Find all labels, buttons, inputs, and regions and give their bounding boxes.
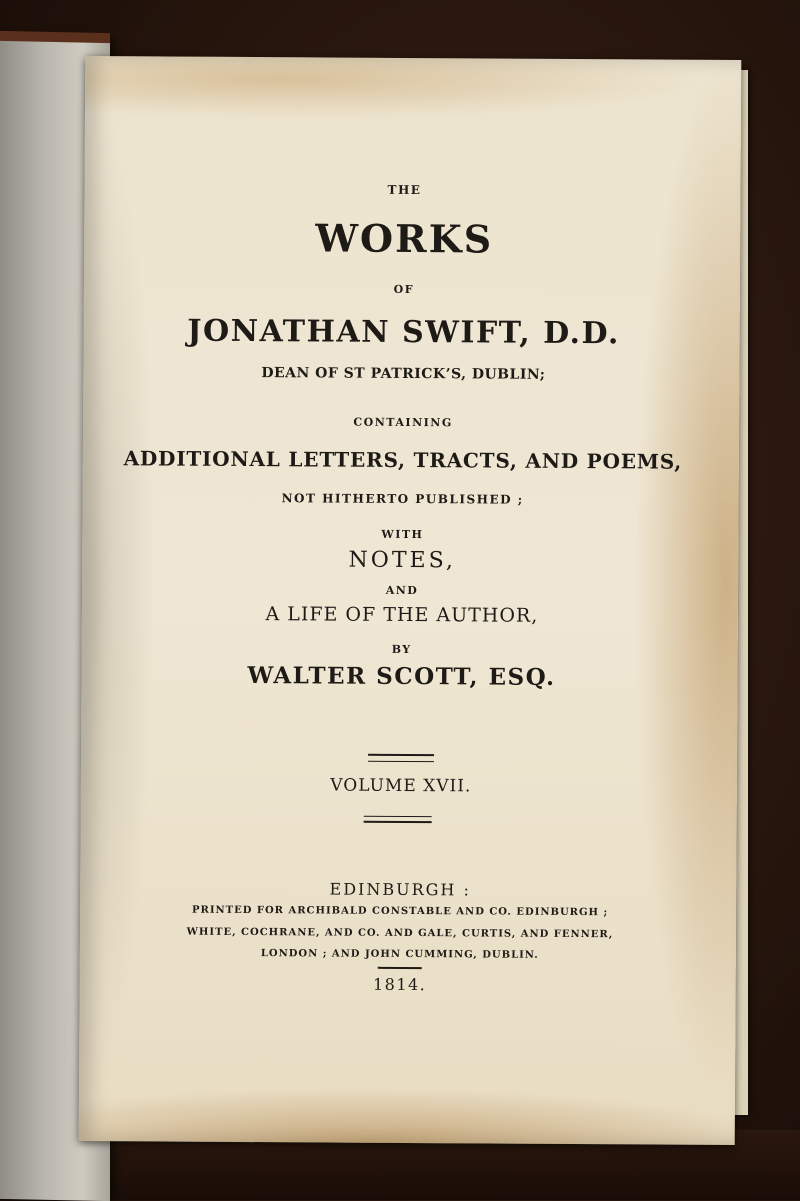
imprint-city: EDINBURGH : <box>329 879 471 900</box>
title-page <box>79 56 742 1145</box>
volume-number: VOLUME XVII. <box>330 775 472 797</box>
by-label: BY <box>391 642 412 657</box>
editor-name: WALTER SCOTT, ESQ. <box>247 662 556 691</box>
heading-the: THE <box>387 182 422 198</box>
double-rule-bottom <box>364 816 432 823</box>
containing-label: CONTAINING <box>353 415 453 430</box>
imprint-line-3: LONDON ; AND JOHN CUMMING, DUBLIN. <box>260 948 539 961</box>
double-rule-top <box>368 754 434 762</box>
imprint-line-2: WHITE, COCHRANE, AND CO. AND GALE, CURTIS, AND FENNER, <box>186 926 614 941</box>
heading-works: WORKS <box>315 215 494 262</box>
author-name: JONATHAN SWIFT, D.D. <box>187 313 621 352</box>
imprint-line-1: PRINTED FOR ARCHIBALD CONSTABLE AND CO. EDINBURGH ; <box>191 904 609 919</box>
short-rule <box>378 967 422 969</box>
heading-of: OF <box>393 282 415 297</box>
life-line: A LIFE OF THE AUTHOR, <box>265 603 539 627</box>
and-label: AND <box>385 583 419 598</box>
author-title: DEAN OF ST PATRICK’S, DUBLIN; <box>261 365 546 383</box>
notes-line: NOTES, <box>348 547 456 574</box>
contents-line: ADDITIONAL LETTERS, TRACTS, AND POEMS, <box>123 446 683 474</box>
publication-year: 1814. <box>372 974 427 995</box>
not-published-line: NOT HITHERTO PUBLISHED ; <box>281 491 524 507</box>
with-label: WITH <box>381 527 424 542</box>
